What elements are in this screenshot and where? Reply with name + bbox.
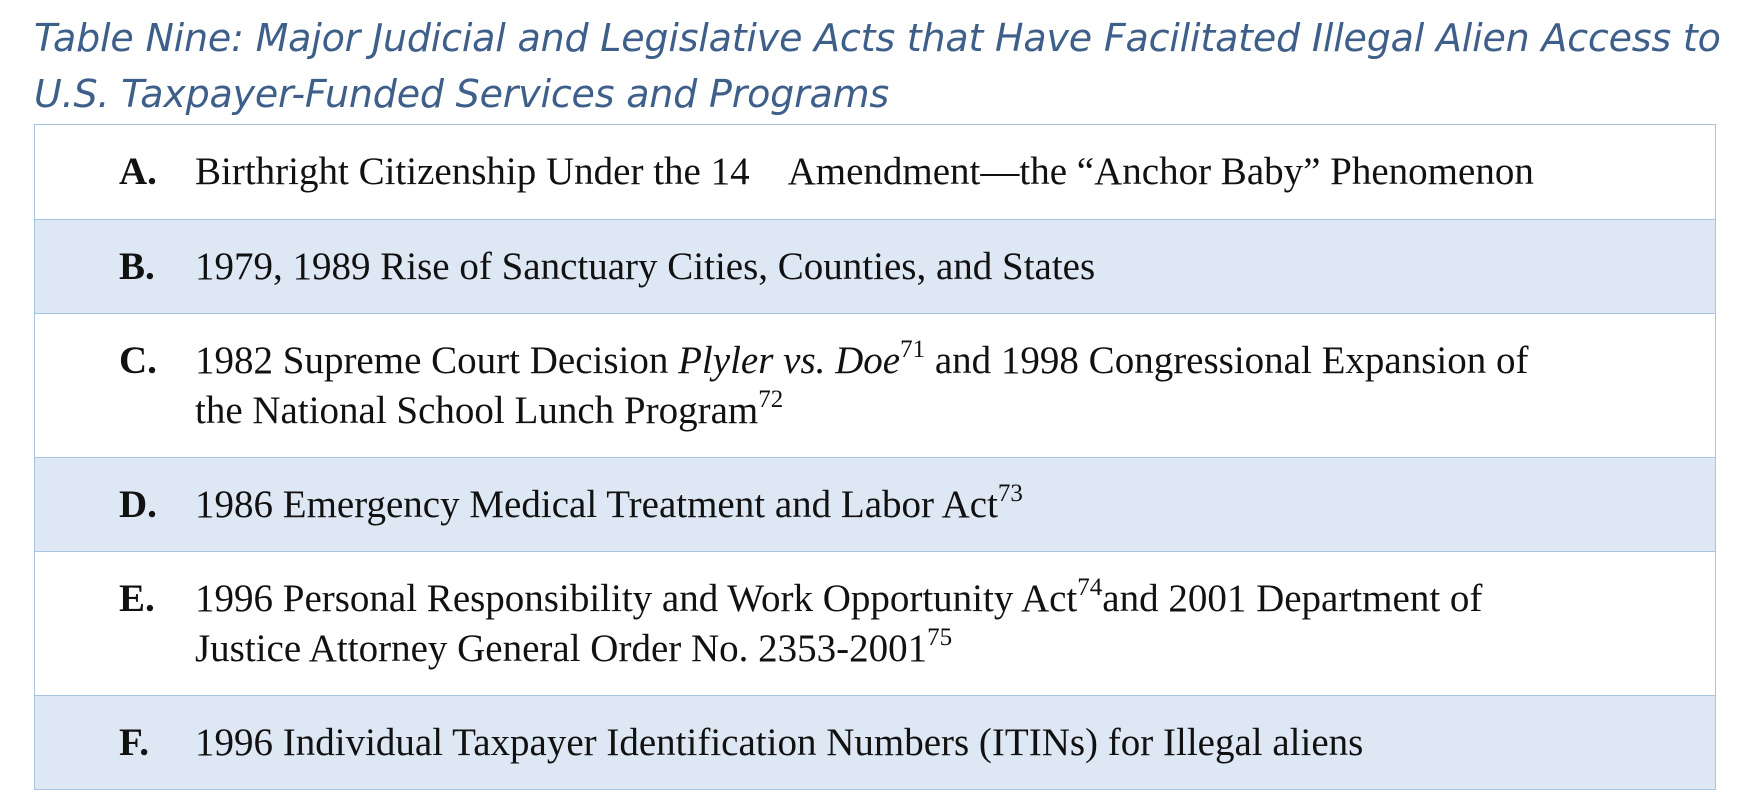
row-letter: C. — [119, 339, 157, 382]
row-text-part: Justice Attorney General Order No. 2353-2001 — [195, 627, 928, 670]
row-text-part: the National School Lunch Program — [195, 389, 759, 432]
row-text-part: 1982 Supreme Court Decision — [195, 339, 679, 382]
footnote-ref: 74 — [1077, 574, 1103, 601]
table-row-a — [35, 125, 1715, 219]
footnote-ref: 71 — [900, 336, 926, 363]
row-letter: E. — [119, 577, 155, 620]
row-text — [195, 147, 1695, 197]
row-text-part: and 1998 Congressional Expansion of — [925, 339, 1529, 382]
table-row-c — [35, 313, 1715, 457]
case-name: Plyler vs. Doe — [678, 339, 901, 382]
table-row-e — [35, 551, 1715, 695]
row-text — [195, 480, 1695, 530]
footnote-ref: 73 — [997, 480, 1023, 507]
row-text: 1979, 1989 Rise of Sanctuary Cities, Counties, and States — [195, 245, 1096, 288]
table-row-b — [35, 219, 1715, 313]
row-text-part: and 2001 Department of — [1102, 577, 1483, 620]
row-text-part: Amendment—the “Anchor Baby” Phenomenon — [787, 150, 1534, 193]
row-text — [195, 336, 1695, 436]
row-letter: B. — [119, 245, 155, 288]
table-row-d — [35, 457, 1715, 551]
row-text-part: 1986 Emergency Medical Treatment and Labor Act — [195, 483, 998, 526]
row-text-part: 1996 Personal Responsibility and Work Opportunity Act — [195, 577, 1078, 620]
row-letter: A. — [119, 150, 157, 193]
row-letter: F. — [119, 721, 149, 764]
row-text-part: Birthright Citizenship Under the 14 — [195, 150, 750, 193]
row-text: 1996 Individual Taxpayer Identification Numbers (ITINs) for Illegal aliens — [195, 721, 1364, 764]
row-text — [195, 574, 1695, 674]
acts-table — [34, 124, 1716, 790]
table-caption — [34, 10, 1734, 122]
footnote-ref: 75 — [927, 624, 953, 651]
footnote-ref: 72 — [758, 386, 784, 413]
caption-line-1: Table Nine: Major Judicial and Legislative Acts that Have Facilitated Illegal Alien Access to — [34, 16, 1721, 60]
row-letter: D. — [119, 483, 157, 526]
caption-line-2: U.S. Taxpayer-Funded Services and Programs — [34, 72, 890, 116]
table-row-f — [35, 695, 1715, 789]
